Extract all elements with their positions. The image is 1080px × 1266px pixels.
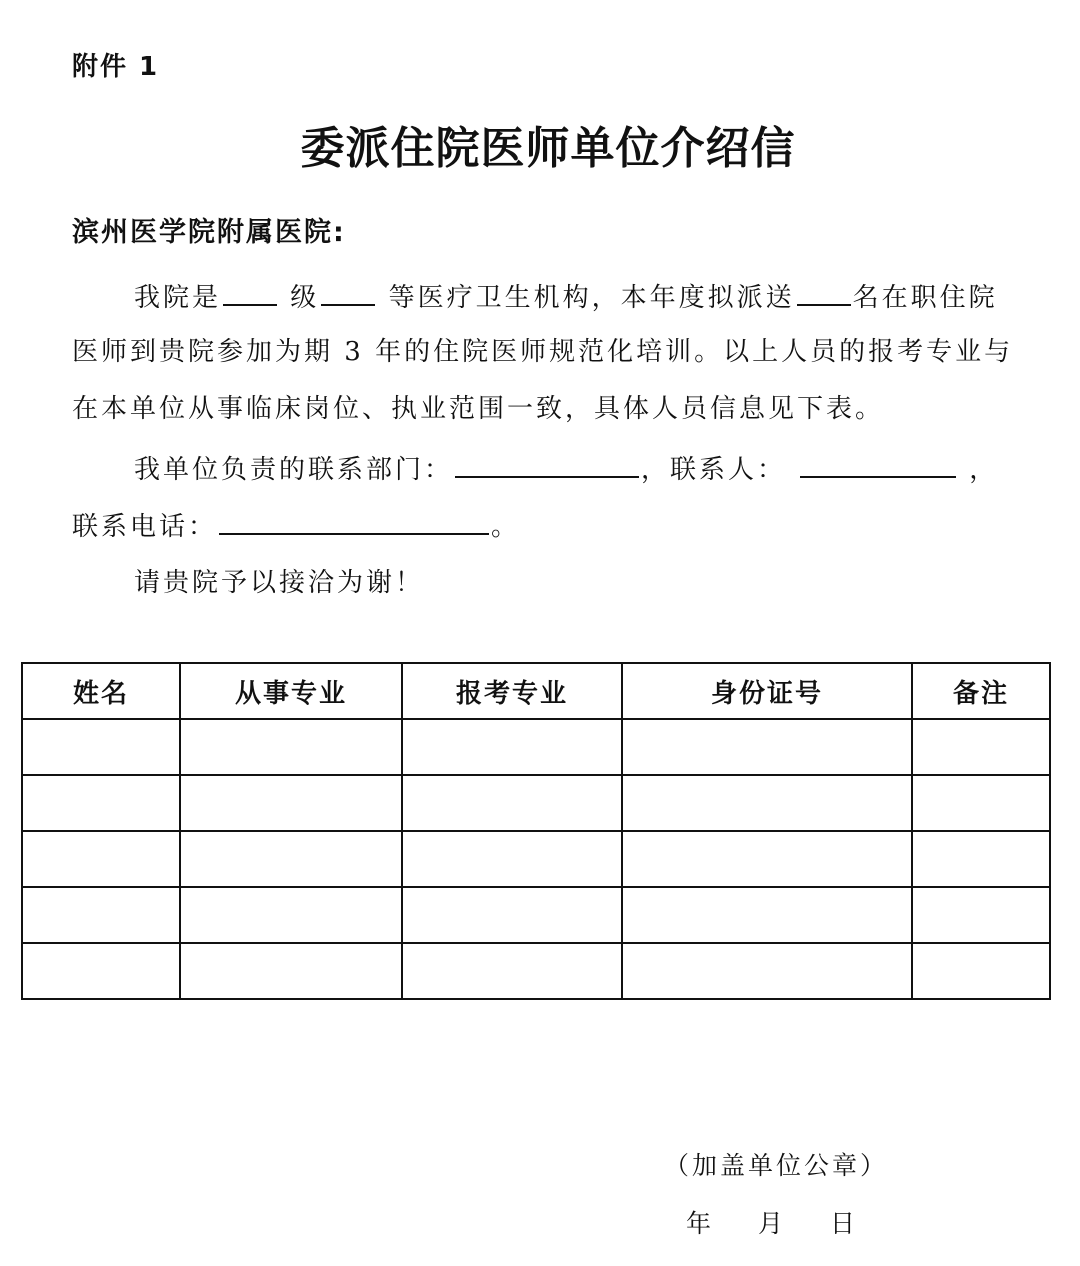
paragraph1-line2: 医师到贵院参加为期 3 年的住院医师规范化培训。以上人员的报考专业与 <box>72 337 1014 367</box>
header-name: 姓名 <box>22 663 180 719</box>
hospital-grade-blank[interactable] <box>223 278 277 306</box>
table-cell[interactable] <box>912 831 1050 887</box>
date-day: 日 <box>830 1209 856 1238</box>
table-cell[interactable] <box>912 719 1050 775</box>
header-remarks: 备注 <box>912 663 1050 719</box>
table-cell[interactable] <box>622 831 912 887</box>
table-cell[interactable] <box>912 943 1050 999</box>
table-cell[interactable] <box>402 887 622 943</box>
p2-text-a: 我单位负责的联系部门： <box>134 455 454 485</box>
table-cell[interactable] <box>180 887 402 943</box>
p2-text-d: 联系电话： <box>72 512 218 542</box>
p2-text-e: 。 <box>491 512 521 542</box>
table-cell[interactable] <box>180 775 402 831</box>
paragraph1-line1 <box>134 278 998 316</box>
hospital-level-blank[interactable] <box>321 278 375 306</box>
stamp-note: （加盖单位公章） <box>664 1151 889 1180</box>
paragraph2-line2 <box>72 507 520 545</box>
table-cell[interactable] <box>402 719 622 775</box>
contact-person-blank[interactable] <box>800 450 956 478</box>
header-current-specialty: 从事专业 <box>180 663 402 719</box>
p2-text-b: ，联系人： <box>641 455 787 485</box>
table-cell[interactable] <box>22 775 180 831</box>
header-applied-specialty: 报考专业 <box>402 663 622 719</box>
table-row <box>22 887 1050 943</box>
p1-text-b: 级 <box>290 283 320 313</box>
table-row <box>22 943 1050 999</box>
date-year: 年 <box>686 1209 712 1238</box>
table-cell[interactable] <box>912 775 1050 831</box>
table-cell[interactable] <box>22 943 180 999</box>
table-row <box>22 719 1050 775</box>
table-row <box>22 831 1050 887</box>
paragraph3: 请贵院予以接洽为谢！ <box>134 568 425 598</box>
table-cell[interactable] <box>402 943 622 999</box>
p2-text-c: ， <box>969 455 999 485</box>
table-header-row <box>22 663 1050 719</box>
header-id-number: 身份证号 <box>622 663 912 719</box>
document-title: 委派住院医师单位介绍信 <box>300 123 796 174</box>
table-cell[interactable] <box>622 719 912 775</box>
table-cell[interactable] <box>402 775 622 831</box>
p1-text-d: 名在职住院 <box>852 283 998 313</box>
date-month: 月 <box>758 1209 784 1238</box>
p1-text-c: 等医疗卫生机构，本年度拟派送 <box>388 283 795 313</box>
paragraph1-line3: 在本单位从事临床岗位、执业范围一致，具体人员信息见下表。 <box>72 394 885 424</box>
table-cell[interactable] <box>180 719 402 775</box>
table-cell[interactable] <box>402 831 622 887</box>
p1-text-a: 我院是 <box>134 283 222 313</box>
table-cell[interactable] <box>622 775 912 831</box>
paragraph2-line1 <box>134 450 998 488</box>
resident-count-blank[interactable] <box>797 278 851 306</box>
table-cell[interactable] <box>22 887 180 943</box>
contact-phone-blank[interactable] <box>219 507 489 535</box>
table-cell[interactable] <box>22 719 180 775</box>
resident-info-table <box>21 662 1051 1000</box>
table-row <box>22 775 1050 831</box>
table-cell[interactable] <box>622 943 912 999</box>
table-cell[interactable] <box>622 887 912 943</box>
table-cell[interactable] <box>22 831 180 887</box>
table-cell[interactable] <box>180 943 402 999</box>
table-cell[interactable] <box>912 887 1050 943</box>
salutation: 滨州医学院附属医院: <box>72 217 346 248</box>
contact-department-blank[interactable] <box>455 450 639 478</box>
table-cell[interactable] <box>180 831 402 887</box>
attachment-label: 附件 1 <box>72 52 160 82</box>
